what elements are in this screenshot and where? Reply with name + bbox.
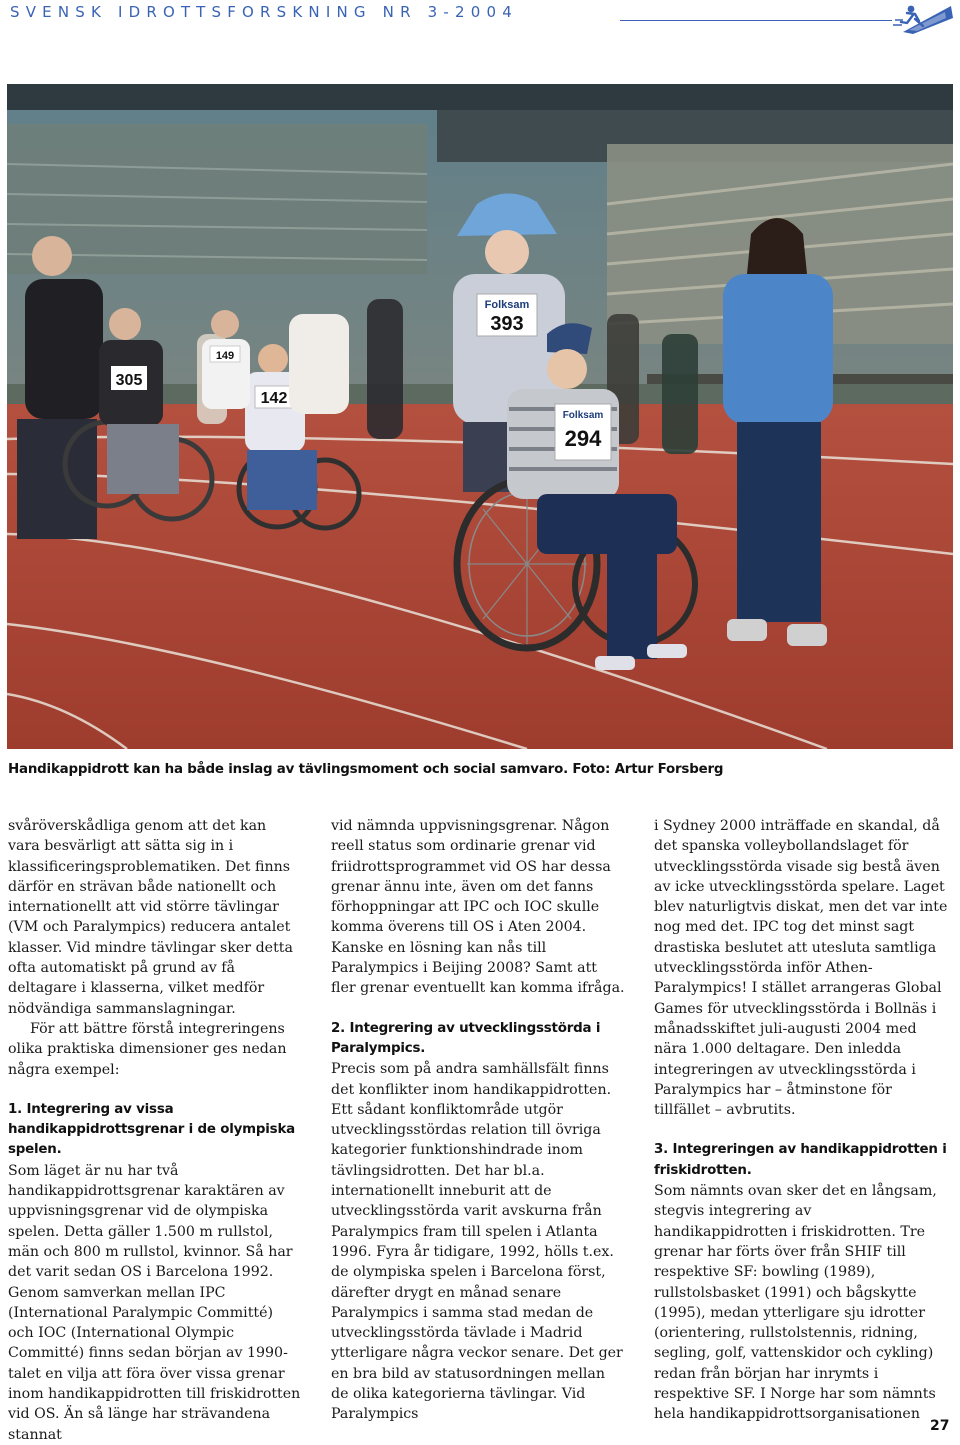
photo-wheelchair-athletes	[7, 84, 953, 749]
bib-number-393: 393	[490, 313, 524, 335]
journal-title: SVENSK IDROTTSFORSKNING NR 3-2004	[10, 3, 519, 21]
page-number: 27	[930, 1418, 950, 1434]
section-heading-3: 3. Integreringen av handikappidrotten i friskidrotten.	[654, 1142, 947, 1178]
bib-number-142: 142	[260, 390, 288, 407]
paragraph: vid nämnda uppvisningsgrenar. Någon reell status som ordinarie grenar vid friidrottsprogrammet vid OS har dessa grenar ännu inte, även om det fanns förhoppningar att IPC och IOC skulle komma överens till OS i Aten 2004. Kanske en lösning kan nås till Paralympics i Beijing 2008? Samt att fler grenar eventuellt kan komma ifråga.	[331, 818, 625, 997]
text-column-2	[331, 816, 625, 1425]
header-rule	[620, 20, 892, 21]
bib-number-149: 149	[215, 350, 235, 362]
paragraph: Som nämnts ovan sker det en långsam, stegvis integrering av handikappidrotten i friskidrotten. Tre grenar har förts över från SHIF till respektive SF: bowling (1989), rullstolsbasket (1991) och bågskytte (1995), medan ytterligare sju idrotter (orientering, rullstolstennis, ridning, segling, golf, vattenskidor och cykling) redan från början har inrymts i respektive SF. I Norge har som nämnts hela handikappidrottsorganisationen	[654, 1183, 937, 1423]
sponsor-text: Folksam	[562, 410, 604, 421]
section-heading-2: 2. Integrering av utvecklingsstörda i Paralympics.	[331, 1020, 601, 1056]
section-heading-1: 1. Integrering av vissa handikappidrottsgrenar i de olympiska spelen.	[8, 1101, 295, 1158]
paragraph: i Sydney 2000 inträffade en skandal, då det spanska volleybollandslaget för utvecklingsstörda visade sig bestå även av icke utvecklingsstörda spelare. Laget blev naturligtvis diskat, men det var inte nog med det. IPC tog det minst sagt drastiska beslutet att utesluta samtliga utvecklingsstörda inför Athen-Paralympics! I stället arrangeras Global Games för utvecklingsstörda i Bollnäs i månadsskiftet juli-augusti 2004 med nära 1.000 deltagare. Den inledda integreringen av utvecklingsstörda i Paralympics har – åtminstone för tillfället – avbrutits.	[654, 818, 948, 1119]
text-column-3	[654, 816, 948, 1425]
paragraph: svåröverskådliga genom att det kan vara besvärligt att sätta sig in i klassificeringsproblematiken. Det finns därför en strävan både nationellt och internationellt att vid större tävlingar (VM och Paralympics) reducera antalet klasser. Vid mindre tävlingar sker detta ofta automatiskt på grund av få deltagare i klasserna, vilket medför nödvändiga sammanslagningar.	[8, 818, 293, 1017]
text-column-1	[8, 816, 302, 1445]
person-right-blue-shirt	[723, 218, 833, 646]
paragraph: Precis som på andra samhällsfält finns det konflikter inom handikappidrotten. Ett sådant konfliktområde utgör utvecklingsstördas relation till övriga kategorier funktionshindrade inom tävlingsidrotten. Det har bl.a. internationellt inneburit att de utvecklingsstörda varit avskurna från Paralympics fram till spelen i Atlanta 1996. Fyra år tidigare, 1992, hölls t.ex. de olympiska spelen i Barcelona först, därefter drygt en månad senare Paralympics i samma stad medan de utvecklingsstörda tävlade i Madrid ytterligare några veckor senare. Det ger en bra bild av statusordningen mellan de olika kategorierna tävlingar. Vid Paralympics	[331, 1061, 623, 1423]
bib-number-305: 305	[115, 372, 143, 389]
running-header	[0, 0, 960, 40]
runner-logo-icon	[893, 2, 957, 36]
bib-number-294: 294	[564, 426, 602, 451]
photo-caption: Handikappidrott kan ha både inslag av tävlingsmoment och social samvaro. Foto: Artur Forsberg	[8, 762, 724, 777]
sponsor-text: Folksam	[484, 299, 530, 311]
paragraph: Som läget är nu har två handikappidrottsgrenar karaktären av uppvisningsgrenar vid de olympiska spelen. Detta gäller 1.500 m rullstol, män och 800 m rullstol, kvinnor. Så har det varit sedan OS i Barcelona 1992. Genom samverkan mellan IPC (International Paralympic Committé) och IOC (International Olympic Committé) finns sedan början av 1990-talet en vilja att föra över vissa grenar inom handikappidrotten till friskidrotten vid OS. Än så länge har strävandena stannat	[8, 1162, 301, 1443]
paragraph: För att bättre förstå integreringens olika praktiska dimensioner ges nedan några exempel:	[8, 1020, 287, 1078]
